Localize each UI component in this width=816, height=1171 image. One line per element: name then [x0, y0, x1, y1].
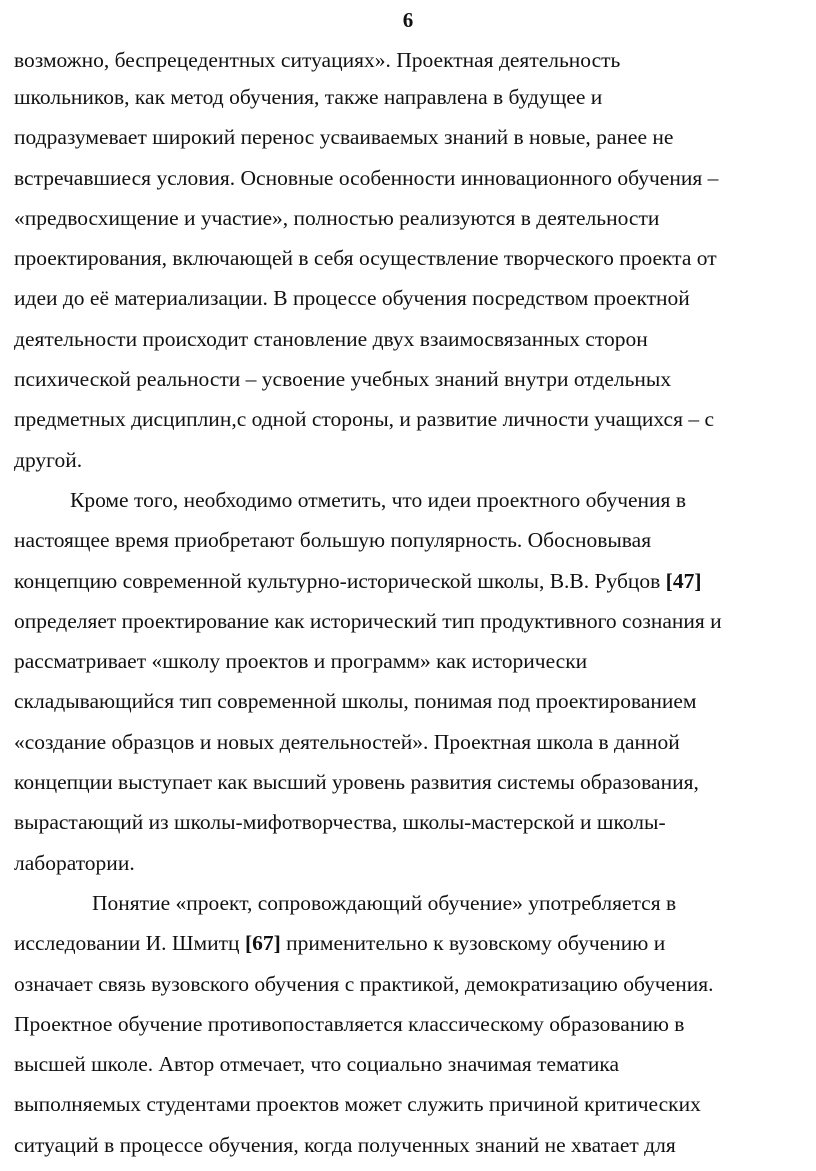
citation-67: [67] — [244, 931, 281, 956]
text-fragment: исследовании И. Шмитц — [14, 931, 245, 956]
text-line — [14, 927, 804, 967]
text-line — [14, 565, 804, 605]
citation-47: [47] — [665, 568, 702, 593]
text-line: ситуаций в процессе обучения, когда полученных знаний не хватает для — [14, 1132, 676, 1157]
text-line: определяет проектирование как исторический тип продуктивного сознания и — [14, 608, 722, 633]
text-fragment: концепцию современной культурно-исторической школы, В.В. Рубцов — [14, 568, 666, 593]
text-line: психической реальности – усвоение учебных знаний внутри отдельных — [14, 367, 672, 392]
text-line: деятельности происходит становление двух взаимосвязанных сторон — [14, 326, 648, 351]
page-number: 6 — [402, 8, 414, 32]
text-line: «предвосхищение и участие», полностью реализуются в деятельности — [14, 205, 660, 230]
text-line: предметных дисциплин,с одной стороны, и развитие личности учащихся – с — [14, 407, 714, 432]
text-line: лаборатории. — [14, 850, 135, 875]
text-line: Проектное обучение противопоставляется классическому образованию в — [14, 1011, 685, 1036]
text-line: Понятие «проект, сопровождающий обучение» употребляется в — [92, 890, 677, 915]
text-line: идеи до её материализации. В процессе обучения посредством проектной — [14, 286, 690, 311]
text-line: складывающийся тип современной школы, понимая под проектированием — [14, 689, 697, 714]
text-line: настоящее время приобретают большую популярность. Обосновывая — [14, 528, 652, 553]
text-line: выполняемых студентами проектов может служить причиной критических — [14, 1092, 701, 1117]
text-line: концепции выступает как высший уровень развития системы образования, — [14, 770, 699, 795]
text-line: вырастающий из школы-мифотворчества, школы-мастерской и школы- — [14, 810, 666, 835]
text-line: школьников, как метод обучения, также направлена в будущее и — [14, 85, 603, 109]
text-line: другой. — [14, 447, 83, 472]
text-line: рассматривает «школу проектов и программ» как исторически — [14, 649, 588, 674]
text-line: высшей школе. Автор отмечает, что социально значимая тематика — [14, 1052, 620, 1077]
text-line: проектирования, включающей в себя осуществление творческого проекта от — [14, 246, 717, 271]
text-line: «создание образцов и новых деятельностей». Проектная школа в данной — [14, 729, 680, 754]
text-fragment: применительно к вузовскому обучению и — [280, 931, 666, 956]
body-text — [14, 44, 804, 1169]
text-line: встречавшиеся условия. Основные особенности инновационного обучения – — [14, 165, 719, 190]
text-line: возможно, беспрецедентных ситуациях». Проектная деятельность — [14, 48, 621, 72]
text-line: означает связь вузовского обучения с практикой, демократизацию обучения. — [14, 971, 714, 996]
text-line: Кроме того, необходимо отметить, что идеи проектного обучения в — [70, 487, 686, 512]
text-line: подразумевает широкий перенос усваиваемых знаний в новые, ранее не — [14, 125, 674, 150]
